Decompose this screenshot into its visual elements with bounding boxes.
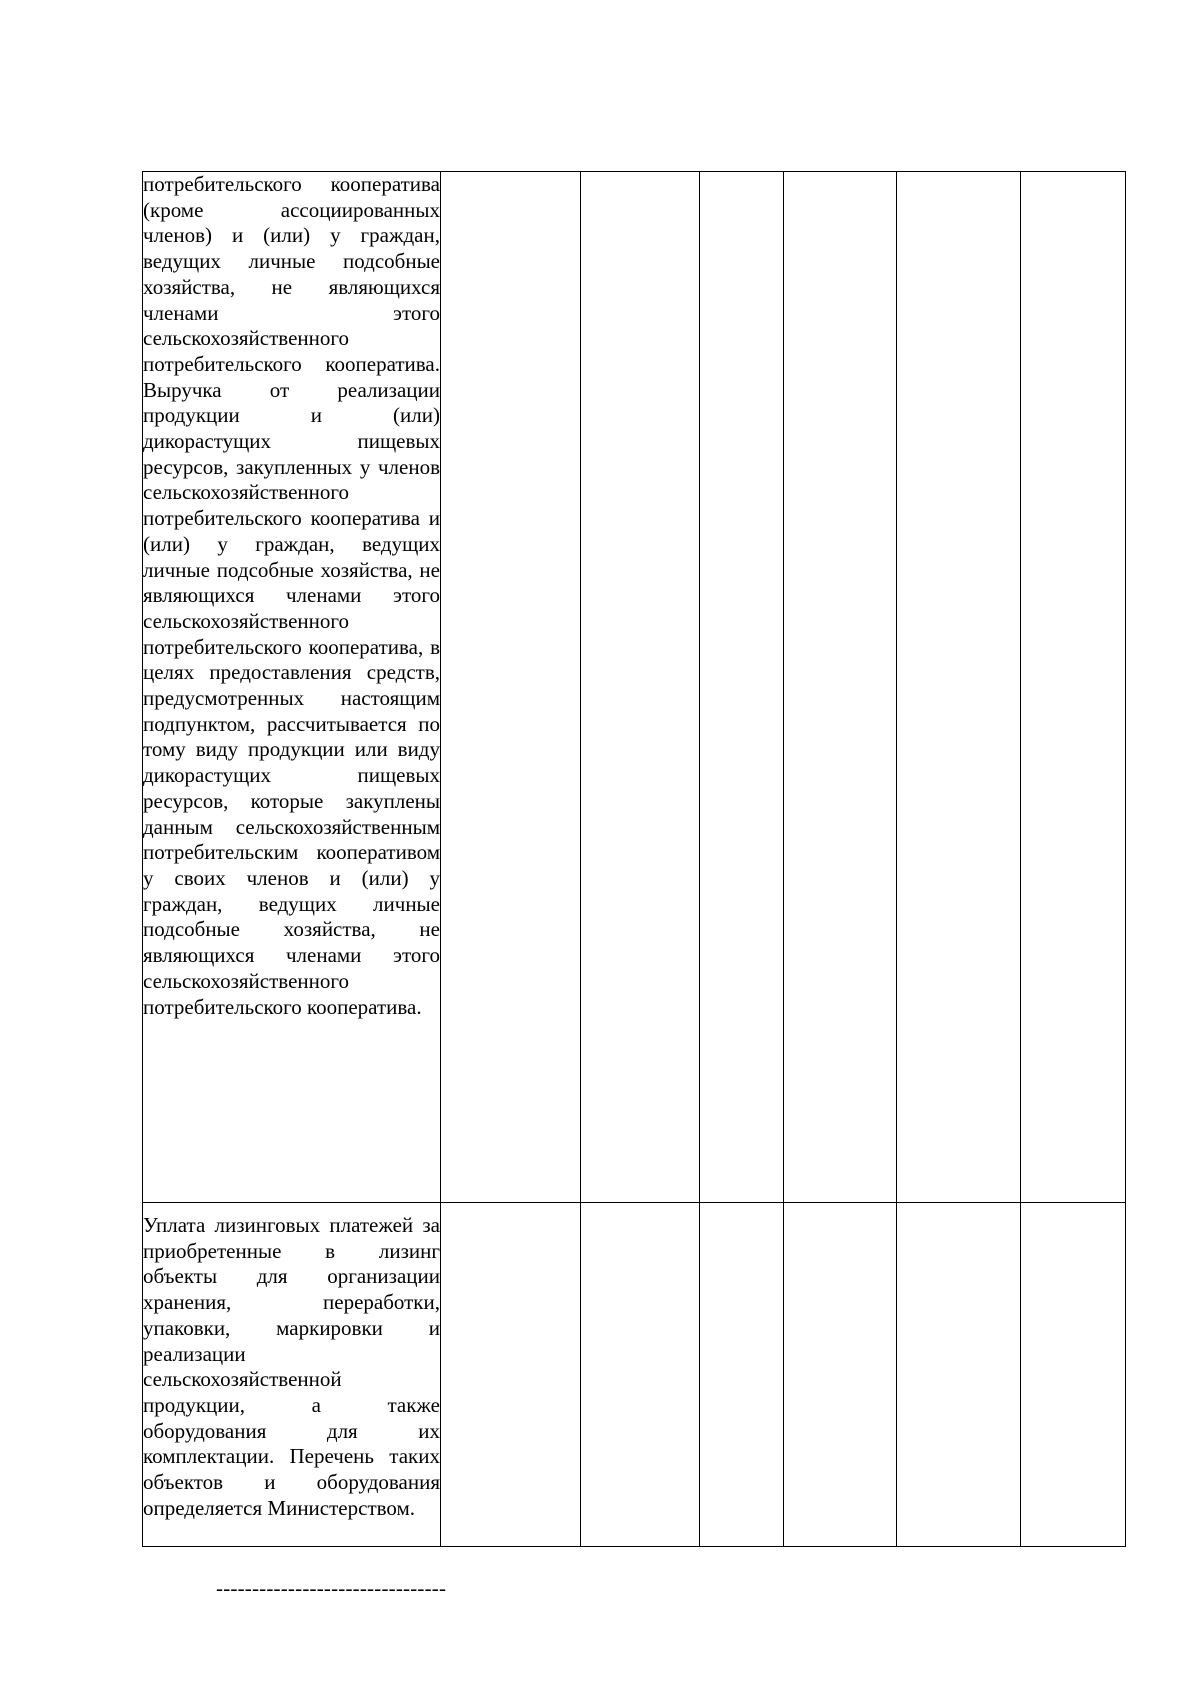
footnote-separator: -------------------------------- [216,1576,447,1600]
empty-cell [700,1203,784,1547]
empty-cell [1021,1203,1126,1547]
empty-cell [1021,172,1126,1203]
empty-cell [441,1203,581,1547]
empty-cell [581,172,700,1203]
empty-cell [784,172,897,1203]
empty-cell [700,172,784,1203]
table-row [143,172,1126,1203]
empty-cell [784,1203,897,1547]
empty-cell [897,1203,1021,1547]
data-table [142,171,1126,1547]
empty-cell [581,1203,700,1547]
empty-cell [897,172,1021,1203]
row-1-description: потребительского кооператива (кроме ассоциированных членов) и (или) у граждан, ведущих личные подсобные хозяйства, не являющихся членами этого сельскохозяйственного потребительского кооператива. Выручка от реализации продукции и (или) дикорастущих пищевых ресурсов, закупленных у членов сельскохозяйственного потребительского кооператива и (или) у граждан, ведущих личные подсобные хозяйства, не являющихся членами этого сельскохозяйственного потребительского кооператива, в целях предоставления средств, предусмотренных настоящим подпунктом, рассчитывается по тому виду продукции или виду дикорастущих пищевых ресурсов, которые закуплены данным сельскохозяйственным потребительским кооперативом у своих членов и (или) у граждан, ведущих личные подсобные хозяйства, не являющихся членами этого сельскохозяйственного потребительского кооператива. [143,172,441,1203]
row-2-description: Уплата лизинговых платежей за приобретенные в лизинг объекты для организации хранения, переработки, упаковки, маркировки и реализации сельскохозяйственной продукции, а также оборудования для их комплектации. Перечень таких объектов и оборудования определяется Министерством. [143,1203,441,1547]
empty-cell [441,172,581,1203]
table-row [143,1203,1126,1547]
